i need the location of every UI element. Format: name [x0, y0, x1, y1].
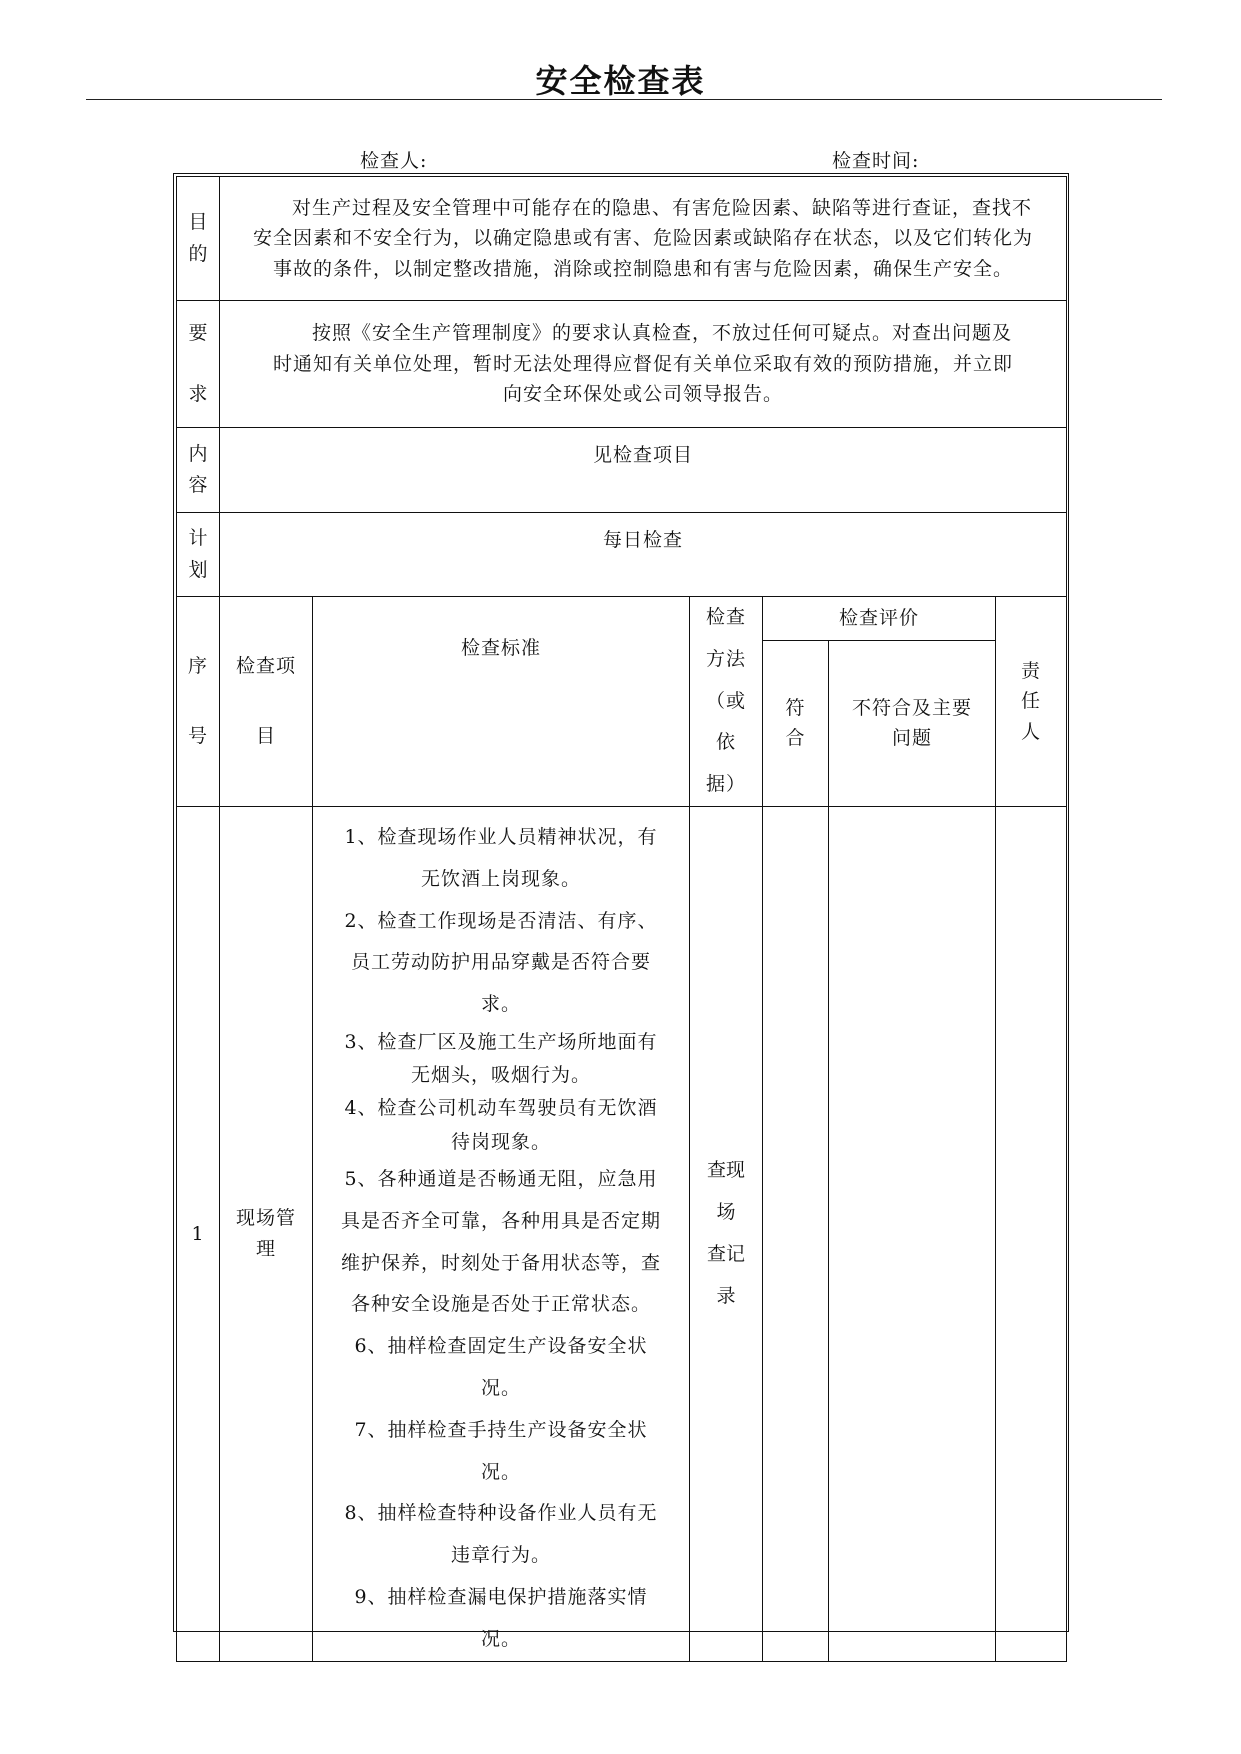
content-row — [177, 428, 1067, 513]
row-standards — [313, 806, 690, 1661]
plan-text: 每日检查 — [220, 513, 1067, 597]
row-pass-cell[interactable] — [763, 806, 829, 1661]
standard-item-4: 4、检查公司机动车驾驶员有无饮酒 待岗现象。 — [344, 1097, 658, 1153]
standard-item-1: 1、检查现场作业人员精神状况，有 无饮酒上岗现象。 — [344, 825, 658, 890]
row-fail-cell[interactable] — [829, 806, 996, 1661]
content-label: 内 容 — [177, 428, 220, 513]
requirement-row — [177, 301, 1067, 428]
header-standard: 检查标准 — [313, 597, 690, 807]
plan-row — [177, 513, 1067, 597]
standard-item-6: 6、抽样检查固定生产设备安全状 况。 — [354, 1335, 648, 1399]
standard-item-3: 3、检查厂区及施工生产场所地面有 无烟头，吸烟行为。 — [344, 1030, 658, 1087]
inspector-label: 检查人: — [360, 150, 428, 172]
standard-item-2: 2、检查工作现场是否清洁、有序、 员工劳动防护用品穿戴是否符合要 求。 — [344, 909, 658, 1016]
row-owner-cell[interactable] — [996, 806, 1067, 1661]
standard-item-9: 9、抽样检查漏电保护措施落实情 况。 — [354, 1585, 648, 1650]
safety-check-table — [176, 176, 1067, 1662]
standard-item-8: 8、抽样检查特种设备作业人员有无 违章行为。 — [344, 1502, 658, 1567]
plan-label: 计 划 — [177, 513, 220, 597]
title-underline — [86, 99, 1162, 100]
purpose-row — [177, 177, 1067, 301]
header-method: 检查 方法 （或 依 据） — [690, 597, 763, 807]
header-owner: 责 任 人 — [996, 597, 1067, 807]
header-evaluation: 检查评价 — [763, 597, 996, 641]
table-header-row-1 — [177, 597, 1067, 641]
header-item: 检查项 目 — [220, 597, 313, 807]
requirement-text: 按照《安全生产管理制度》的要求认真检查，不放过任何可疑点。对查出问题及 时通知有关单位处理，暂时无法处理得应督促有关单位采取有效的预防措施，并立即 向安全环保处或公司领导报告。 — [220, 301, 1067, 428]
header-seq: 序 号 — [177, 597, 220, 807]
inspection-time-label: 检查时间: — [832, 150, 920, 172]
standard-item-7: 7、抽样检查手持生产设备安全状 况。 — [354, 1418, 648, 1483]
table-row — [177, 806, 1067, 1661]
content-text: 见检查项目 — [220, 428, 1067, 513]
row-seq: 1 — [177, 806, 220, 1661]
row-method: 查现 场 查记 录 — [690, 806, 763, 1661]
purpose-text: 对生产过程及安全管理中可能存在的隐患、有害危险因素、缺陷等进行查证，查找不 安全因素和不安全行为，以确定隐患或有害、危险因素或缺陷存在状态，以及它们转化为 事故的条件，以制定整改措施，消除或控制隐患和有害与危险因素，确保生产安全。 — [220, 177, 1067, 301]
page-title: 安全检查表 — [535, 62, 706, 100]
purpose-label: 目 的 — [177, 177, 220, 301]
row-item: 现场管 理 — [220, 806, 313, 1661]
header-fail: 不符合及主要 问题 — [829, 640, 996, 806]
standard-item-5: 5、各种通道是否畅通无阻，应急用 具是否齐全可靠，各种用具是否定期 维护保养，时刻处于备用状态等，查 各种安全设施是否处于正常状态。 — [340, 1167, 661, 1316]
header-pass: 符 合 — [763, 640, 829, 806]
requirement-label: 要 求 — [177, 301, 220, 428]
